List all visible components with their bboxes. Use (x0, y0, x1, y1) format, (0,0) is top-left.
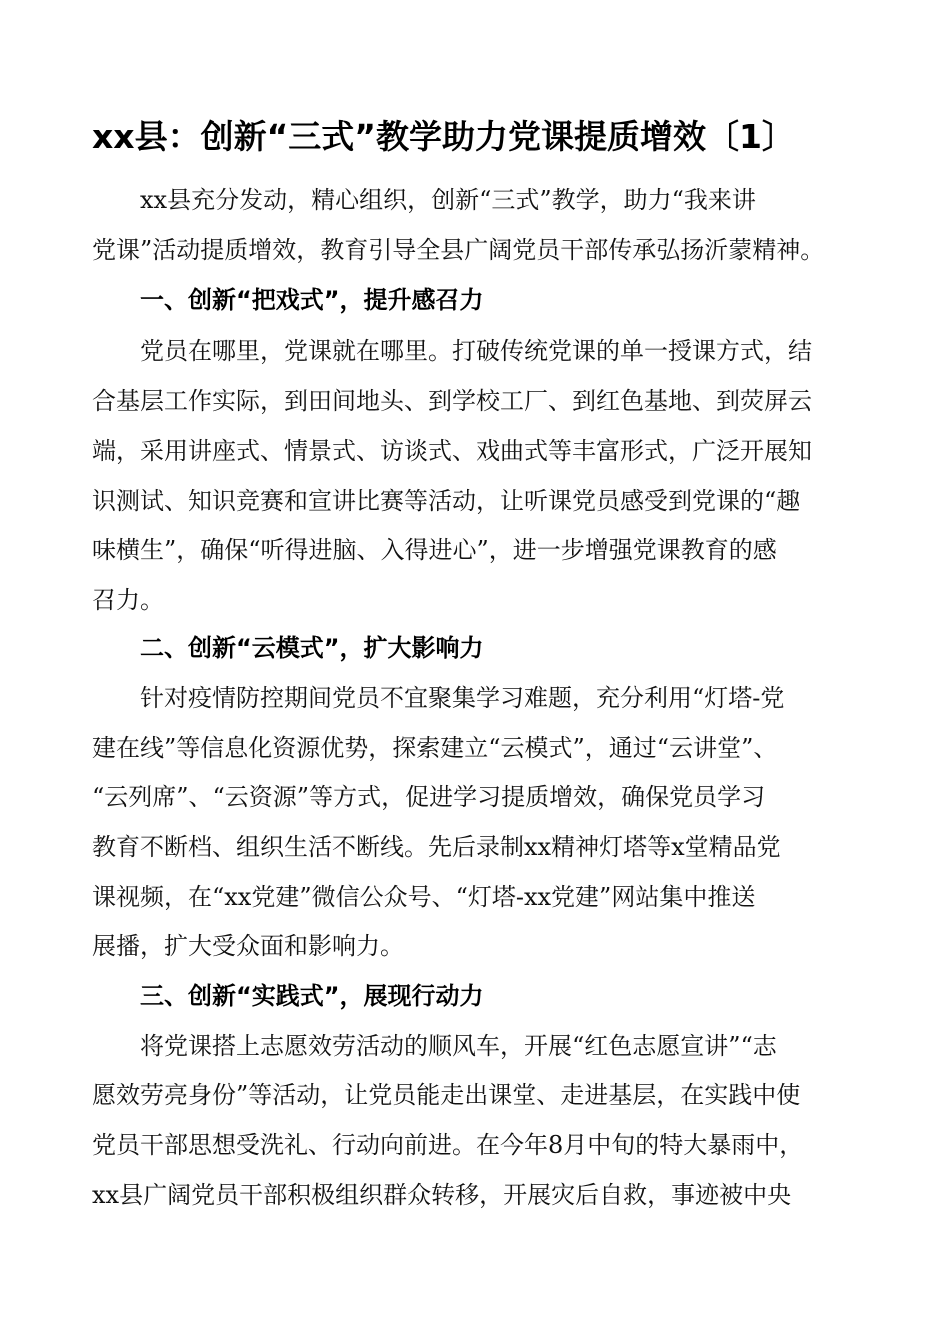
paragraph-line: 教育不断档、组织生活不断线。先后录制xx精神灯塔等x堂精品党 (92, 833, 781, 861)
intro-line: 党课”活动提质增效，教育引导全县广阔党员干部传承弘扬沂蒙精神。 (92, 236, 825, 264)
intro-line: xx县充分发动，精心组织，创新“三式”教学，助力“我来讲 (140, 186, 756, 214)
document-title: xx县：创新“三式”教学助力党课提质增效〔1〕 (92, 117, 795, 156)
paragraph-line: xx县广阔党员干部积极组织群众转移，开展灾后自救，事迹被中央 (92, 1181, 792, 1209)
section-heading: 一、创新“把戏式”，提升感召力 (140, 286, 484, 314)
section-heading: 三、创新“实践式”，展现行动力 (140, 982, 484, 1010)
paragraph-line: 展播，扩大受众面和影响力。 (92, 932, 404, 960)
paragraph-line: 课视频，在“xx党建”微信公众号、“灯塔-xx党建”网站集中推送 (92, 883, 756, 911)
paragraph-line: 党员干部思想受洗礼、行动向前进。在今年8月中旬的特大暴雨中， (92, 1131, 804, 1159)
paragraph-line: 识测试、知识竞赛和宣讲比赛等活动，让听课党员感受到党课的“趣 (92, 487, 801, 515)
paragraph-line: 针对疫情防控期间党员不宜聚集学习难题，充分利用“灯塔-党 (140, 684, 785, 712)
paragraph-line: 端，采用讲座式、情景式、访谈式、戏曲式等丰富形式，广泛开展知 (92, 437, 812, 465)
paragraph-line: 党员在哪里，党课就在哪里。打破传统党课的单一授课方式，结 (140, 337, 812, 365)
paragraph-line: 愿效劳亮身份”等活动，让党员能走出课堂、走进基层，在实践中使 (92, 1081, 801, 1109)
paragraph-line: “云列席”、“云资源”等方式，促进学习提质增效，确保党员学习 (92, 783, 766, 811)
section-heading: 二、创新“云模式”，扩大影响力 (140, 634, 484, 662)
paragraph-line: 合基层工作实际，到田间地头、到学校工厂、到红色基地、到荧屏云 (92, 387, 812, 415)
paragraph-line: 味横生”，确保“听得进脑、入得进心”，进一步增强党课教育的感 (92, 536, 777, 564)
paragraph-line: 建在线”等信息化资源优势，探索建立“云模式”，通过“云讲堂”、 (92, 734, 778, 762)
paragraph-line: 召力。 (92, 586, 164, 614)
paragraph-line: 将党课搭上志愿效劳活动的顺风车，开展“红色志愿宣讲”“志 (140, 1032, 777, 1060)
